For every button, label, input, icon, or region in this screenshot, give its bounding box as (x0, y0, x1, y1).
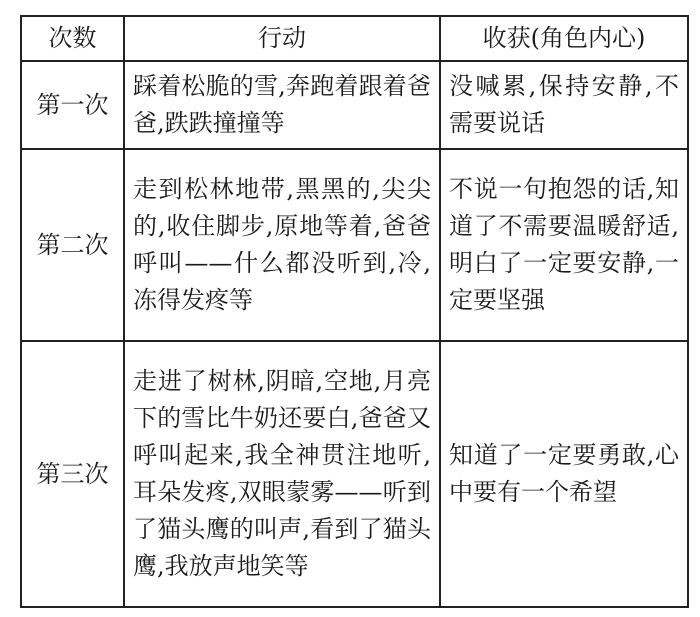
row-gain: 没喊累,保持安静,不需要说话 (440, 61, 688, 149)
row-action: 走到松林地带,黑黑的,尖尖的,收住脚步,原地等着,爸爸呼叫——什么都没听到,冷,冻得发疼等 (124, 149, 440, 341)
row-label: 第一次 (21, 61, 124, 149)
table-row (21, 341, 688, 607)
row-label: 第二次 (21, 149, 124, 341)
row-gain: 知道了一定要勇敢,心中要有一个希望 (440, 341, 688, 607)
summary-table (20, 15, 689, 608)
row-action: 走进了树林,阴暗,空地,月亮下的雪比牛奶还要白,爸爸又呼叫起来,我全神贯注地听,耳朵发疼,双眼蒙雾——听到了猫头鹰的叫声,看到了猫头鹰,我放声地笑等 (124, 341, 440, 607)
row-gain: 不说一句抱怨的话,知道了不需要温暖舒适,明白了一定要安静,一定要坚强 (440, 149, 688, 341)
row-label: 第三次 (21, 341, 124, 607)
header-gain: 收获(角色内心) (440, 16, 688, 61)
table-row (21, 149, 688, 341)
header-action: 行动 (124, 16, 440, 61)
header-row (21, 16, 688, 61)
header-count: 次数 (21, 16, 124, 61)
table-row (21, 61, 688, 149)
row-action: 踩着松脆的雪,奔跑着跟着爸爸,跌跌撞撞等 (124, 61, 440, 149)
